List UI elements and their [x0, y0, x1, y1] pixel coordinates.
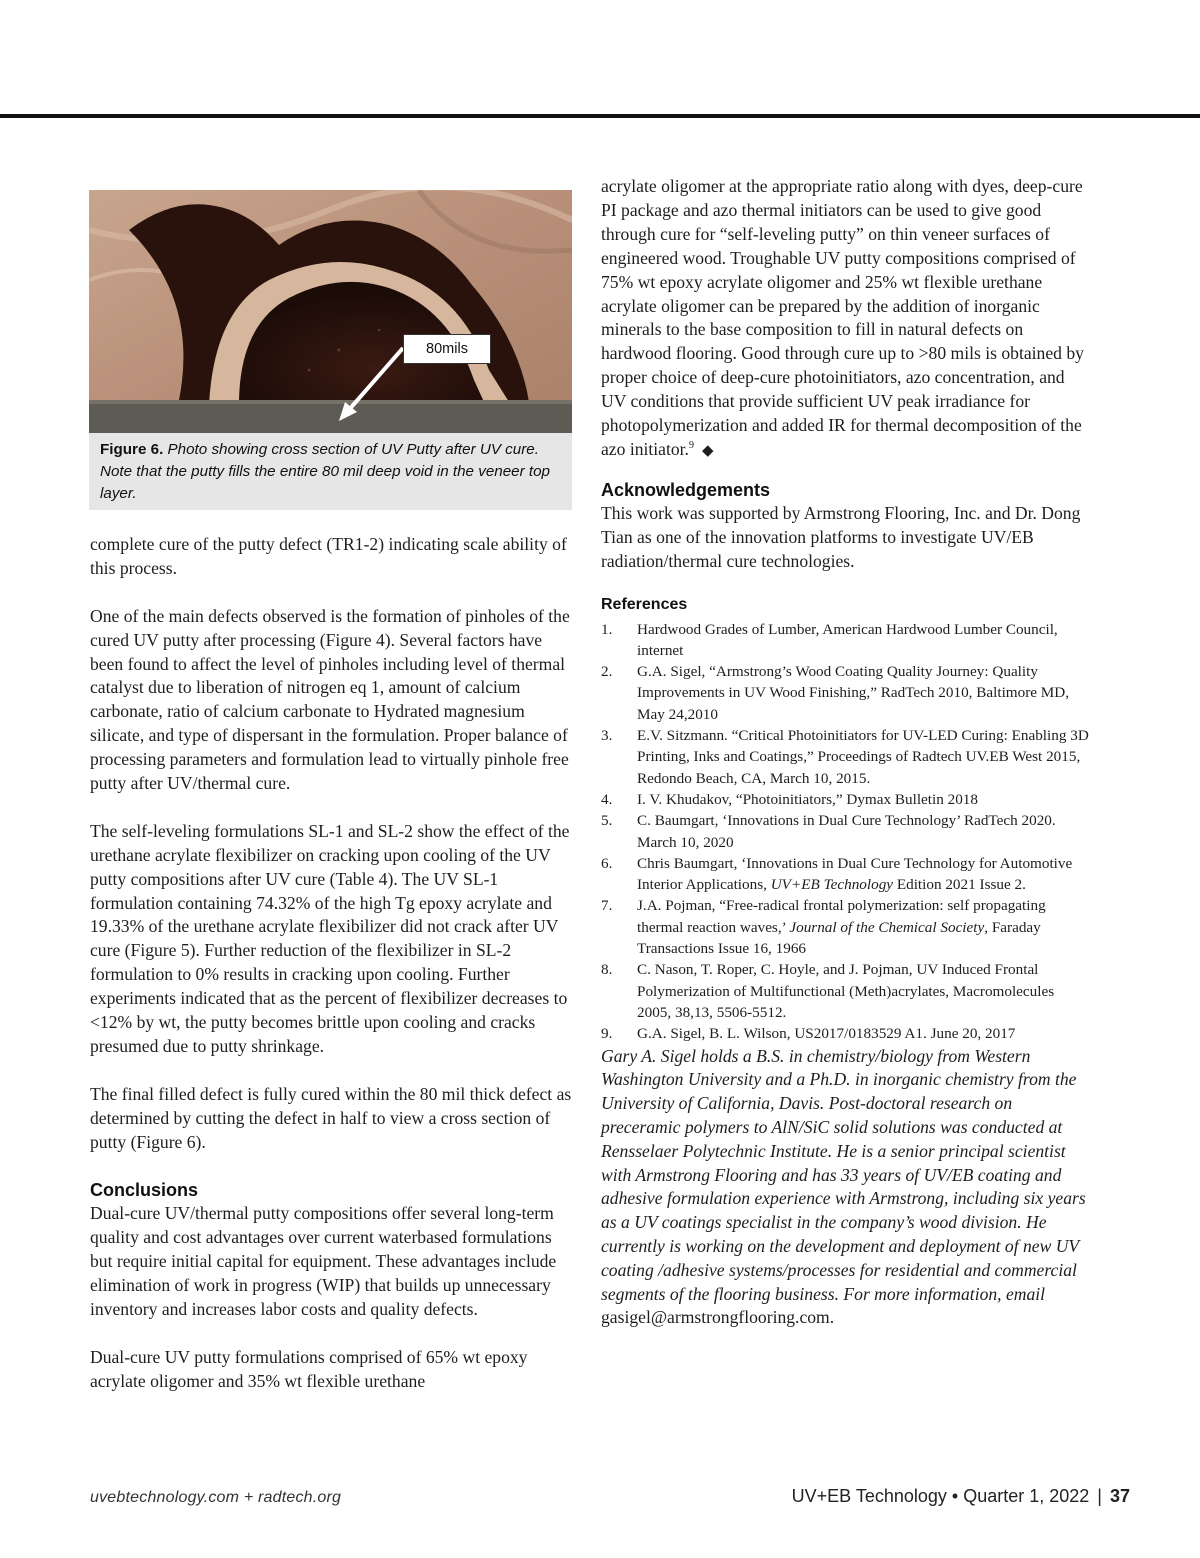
reference-item [601, 1023, 1091, 1044]
figure-callout-80mils: 80mils [403, 334, 491, 364]
footer-separator: | [1097, 1486, 1102, 1506]
acknowledgements-heading: Acknowledgements [601, 479, 771, 500]
paragraph [601, 175, 1091, 464]
reference-journal: Journal of the Chemical Society [789, 918, 985, 936]
figure-caption [89, 433, 572, 510]
reference-number: 2. [601, 663, 613, 681]
reference-number: 4. [601, 790, 613, 808]
end-of-article-diamond-icon: ◆ [701, 442, 714, 459]
reference-text: C. Nason, T. Roper, C. Hoyle, and J. Pojman, UV Induced Frontal Polymerization of Multifunctional (Meth)acrylates, Macromolecules 2005, 38,13, 5506-5512. [637, 961, 1055, 1021]
reference-number: 5. [601, 812, 613, 830]
reference-text-post: Edition 2021 Issue 2. [893, 876, 1026, 894]
paragraph: Dual-cure UV/thermal putty compositions offer several long-term quality and cost advantages over current waterbased formulations but require initial capital for equipment. These advantages include elimination of work in progress (WIP) that builds up unnecessary inventory and increases labor costs and quality defects. [90, 1203, 557, 1320]
reference-text-pre: Chris Baumgart, ‘Innovations in Dual Cure Technology for Automotive Interior Applications, [637, 854, 1073, 894]
page-number: 37 [1109, 1486, 1130, 1506]
citation-superscript: 9 [688, 440, 694, 452]
reference-number: 8. [601, 961, 613, 979]
reference-item [601, 619, 1091, 662]
putty-cross-section-photo [89, 190, 572, 433]
figure-6 [89, 190, 572, 510]
caption-text: Photo showing cross section of UV Putty after UV cure. Note that the putty fills the entire 80 mil deep void in the veneer top layer. [100, 441, 550, 502]
reference-journal: UV+EB Technology [770, 876, 894, 894]
conclusions-heading: Conclusions [90, 1180, 199, 1201]
reference-item [601, 853, 1091, 896]
paragraph: Dual-cure UV putty formulations comprised of 65% wt epoxy acrylate oligomer and 35% wt flexible urethane [90, 1346, 528, 1391]
right-column [601, 175, 1091, 1354]
reference-text: G.A. Sigel, B. L. Wilson, US2017/0183529 A1. June 20, 2017 [637, 1025, 1016, 1043]
reference-text-pre: J.A. Pojman, “Free-radical frontal polymerization: self propagating thermal reaction waves,’ [637, 897, 1046, 936]
author-bio-text: Gary A. Sigel holds a B.S. in chemistry/biology from Western Washington University and a Ph.D. in inorganic chemistry from the University of California, Davis. Post-doctoral research on preceramic polymers to AlN/SiC solid solutions was conducted at Rensselaer Polytechnic Institute. He is a senior principal scientist with Armstrong Flooring and has 33 years of UV/EB coating and adhesive formulation experience with Armstrong, including six years as a UV coatings specialist in the company’s wood division. He currently is working on the development and deployment of new UV coating /adhesive systems/processes for residential and commercial segments of the flooring business. For more information, email [601, 1045, 1086, 1304]
caption-label: Figure 6. [100, 441, 164, 458]
paragraph: The self-leveling formulations SL-1 and SL-2 show the effect of the urethane acrylate flexibilizer on cracking upon cooling of the UV putty compositions after UV cure (Table 4). The UV SL-1 formulation containing 74.32% of the high Tg epoxy acrylate and 19.33% of the urethane acrylate flexibilizer did not crack after UV cure (Figure 5). Further reduction of the flexibilizer in SL-2 formulation to 0% results in cracking upon cooling. Further experiments indicated that as the percent of flexibilizer decreases to <12% by wt, the putty becomes brittle upon cooling and cracks presumed due to putty shrinkage. [90, 820, 570, 1056]
reference-text: C. Baumgart, ‘Innovations in Dual Cure Technology’ RadTech 2020. March 10, 2020 [637, 812, 1056, 851]
header-rule [0, 114, 1200, 118]
reference-item [601, 725, 1091, 789]
footer-websites[interactable]: uvebtechnology.com + radtech.org [90, 1489, 342, 1506]
author-bio [601, 1045, 1091, 1331]
paragraph: complete cure of the putty defect (TR1-2) indicating scale ability of this process. [90, 534, 567, 578]
reference-number: 3. [601, 727, 613, 745]
reference-item [601, 789, 1091, 810]
paragraph: The final filled defect is fully cured within the 80 mil thick defect as determined by cutting the defect in half to view a cross section of putty (Figure 6). [90, 1083, 572, 1152]
left-column [90, 533, 575, 1418]
references-heading: References [601, 595, 688, 613]
reference-number: 9. [601, 1025, 613, 1043]
reference-text-post: , Faraday Transactions Issue 16, 1966 [637, 918, 1041, 958]
acknowledgements-text: This work was supported by Armstrong Flooring, Inc. and Dr. Dong Tian as one of the innovation platforms to investigate UV/EB radiation/thermal cure technologies. [601, 502, 1081, 571]
footer-publication-info [792, 1486, 1130, 1507]
footer-publication: UV+EB Technology • Quarter 1, 2022 [791, 1486, 1090, 1506]
reference-text: I. V. Khudakov, “Photoinitiators,” Dymax Bulletin 2018 [637, 790, 978, 808]
reference-number: 6. [601, 854, 613, 872]
author-email-link[interactable]: gasigel@armstrongflooring.com. [601, 1307, 835, 1328]
reference-text: E.V. Sitzmann. “Critical Photoinitiators for UV-LED Curing: Enabling 3D Printing, Inks and Coatings,” Proceedings of Radtech UV.EB West 2015, Redondo Beach, CA, March 10, 2015. [637, 727, 1089, 787]
references-list [601, 619, 1091, 1045]
reference-item [601, 895, 1091, 959]
reference-item [601, 810, 1091, 853]
reference-text: G.A. Sigel, “Armstrong’s Wood Coating Quality Journey: Quality Improvements in UV Wood Finishing,” RadTech 2010, Baltimore MD, May 24,2010 [637, 663, 1070, 723]
paragraph-text: acrylate oligomer at the appropriate ratio along with dyes, deep-cure PI package and azo thermal initiators can be used to give good through cure for “self-leveling putty” on thin veneer surfaces of engineered wood. Troughable UV putty compositions comprised of 75% wt epoxy acrylate oligomer and 25% wt flexible urethane acrylate oligomer can be prepared by the addition of inorganic minerals to the base composition to fill in natural defects on hardwood flooring. Good through cure up to >80 mils is obtained by proper choice of deep-cure photoinitiators, azo concentration, and UV conditions that provide sufficient UV peak irradiance for photopolymerization and added IR for thermal decomposition of the azo initiator. [601, 176, 1084, 459]
reference-number: 7. [601, 897, 613, 915]
reference-item [601, 661, 1091, 725]
paragraph: One of the main defects observed is the formation of pinholes of the cured UV putty after processing (Figure 4). Several factors have been found to affect the level of pinholes including level of thermal catalyst due to liberation of nitrogen eq 1, amount of calcium carbonate, ratio of calcium carbonate to Hydrated magnesium silicate, and type of dispersant in the formulation. Proper balance of processing parameters and formulation lead to virtually pinhole free putty after UV/thermal cure. [90, 605, 570, 794]
reference-item [601, 959, 1091, 1023]
reference-number: 1. [601, 620, 613, 638]
reference-text: Hardwood Grades of Lumber, American Hardwood Lumber Council, internet [637, 620, 1058, 659]
